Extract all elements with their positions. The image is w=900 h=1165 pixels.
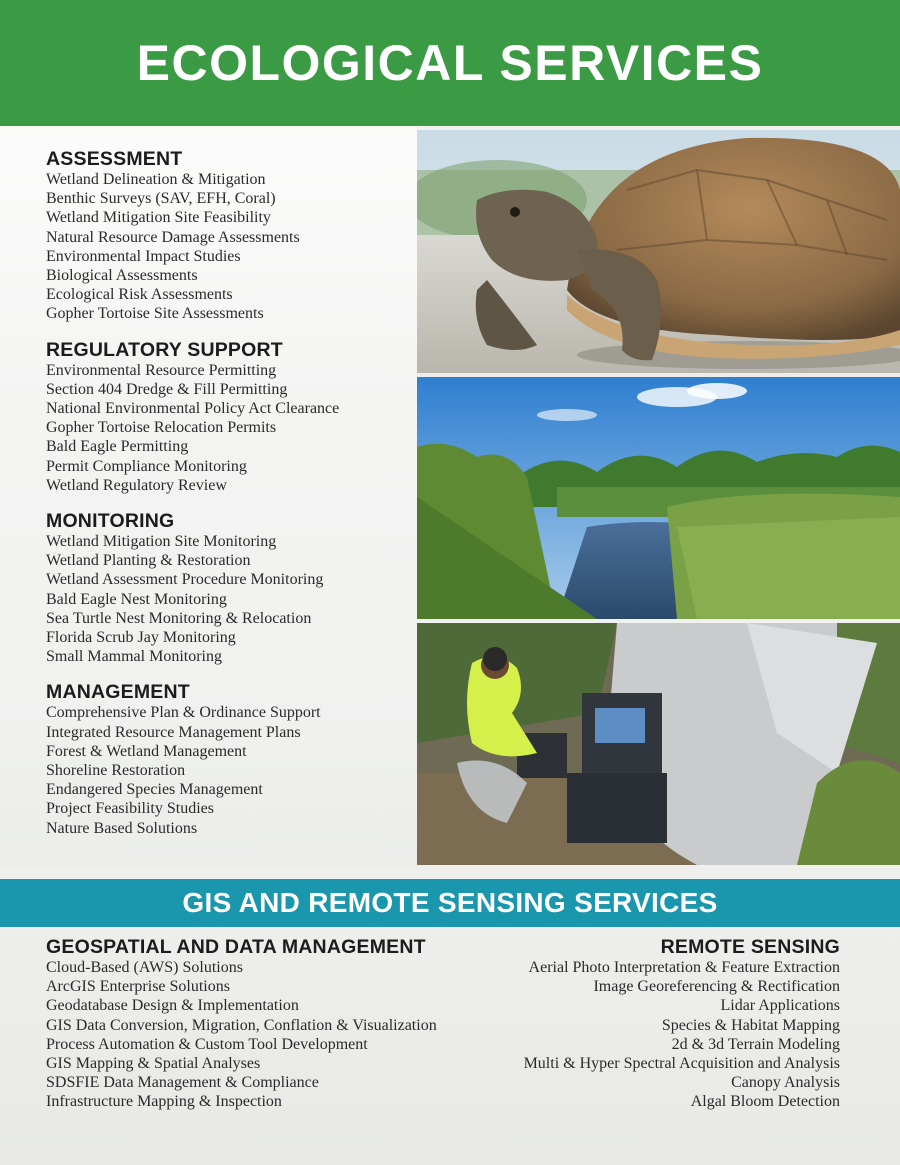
list-item: SDSFIE Data Management & Compliance	[46, 1074, 319, 1092]
section-heading: MONITORING	[46, 510, 175, 533]
list-item: Wetland Mitigation Site Feasibility	[46, 209, 271, 227]
list-item: Lidar Applications	[720, 997, 840, 1015]
list-item: Environmental Impact Studies	[46, 247, 241, 265]
top-banner	[0, 0, 900, 126]
list-item: Wetland Assessment Procedure Monitoring	[46, 571, 324, 589]
remote-sensing-section	[420, 936, 840, 1127]
list-item: Sea Turtle Nest Monitoring & Relocation	[46, 609, 312, 627]
list-item: Natural Resource Damage Assessments	[46, 228, 300, 246]
list-item: Wetland Planting & Restoration	[46, 552, 251, 570]
list-item: Florida Scrub Jay Monitoring	[46, 629, 236, 647]
list-item: Small Mammal Monitoring	[46, 648, 222, 666]
list-item: Aerial Photo Interpretation & Feature Extraction	[528, 959, 840, 976]
ecological-services-list	[0, 126, 417, 868]
list-item: Image Georeferencing & Rectification	[593, 978, 840, 996]
gis-title: GIS AND REMOTE SENSING SERVICES	[182, 887, 718, 918]
list-item: Cloud-Based (AWS) Solutions	[46, 959, 243, 976]
list-item: Bald Eagle Nest Monitoring	[46, 590, 227, 608]
list-item: Forest & Wetland Management	[46, 742, 247, 760]
list-item: Nature Based Solutions	[46, 819, 198, 837]
gopher-tortoise-photo	[417, 130, 900, 373]
list-item: GIS Data Conversion, Migration, Conflation & Visualization	[46, 1016, 437, 1034]
list-item: 2d & 3d Terrain Modeling	[671, 1035, 840, 1053]
page-title: ECOLOGICAL SERVICES	[136, 35, 764, 91]
wetland-photo	[417, 377, 900, 619]
section-regulatory-support	[46, 339, 417, 495]
section-heading: ASSESSMENT	[46, 148, 183, 170]
list-item: Process Automation & Custom Tool Development	[46, 1035, 368, 1053]
list-item: Shoreline Restoration	[46, 762, 186, 780]
item-list	[46, 170, 417, 324]
section-heading: MANAGEMENT	[46, 681, 190, 704]
list-item: Environmental Resource Permitting	[46, 361, 277, 379]
list-item: National Environmental Policy Act Clearance	[46, 400, 340, 418]
section-heading: REMOTE SENSING	[660, 936, 840, 958]
section-monitoring	[46, 510, 417, 666]
list-item: Bald Eagle Permitting	[46, 438, 189, 456]
photo-column	[417, 130, 900, 865]
list-item: Wetland Mitigation Site Monitoring	[46, 533, 277, 551]
list-item: Geodatabase Design & Implementation	[46, 997, 299, 1015]
list-item: Section 404 Dredge & Fill Permitting	[46, 380, 288, 398]
list-item: Comprehensive Plan & Ordinance Support	[46, 704, 321, 722]
list-item: ArcGIS Enterprise Solutions	[46, 978, 230, 996]
list-item: Species & Habitat Mapping	[661, 1016, 840, 1034]
list-item: Algal Bloom Detection	[690, 1093, 840, 1111]
field-equipment-photo	[417, 623, 900, 865]
list-item: Gopher Tortoise Site Assessments	[46, 305, 264, 323]
list-item: Permit Compliance Monitoring	[46, 457, 247, 475]
item-list	[46, 532, 417, 666]
gis-banner	[0, 879, 900, 927]
list-item: Integrated Resource Management Plans	[46, 723, 301, 741]
list-item: Infrastructure Mapping & Inspection	[46, 1093, 282, 1111]
list-item: Wetland Regulatory Review	[46, 476, 227, 494]
item-list	[46, 361, 417, 495]
list-item: Project Feasibility Studies	[46, 800, 214, 818]
list-item: Benthic Surveys (SAV, EFH, Coral)	[46, 190, 276, 208]
item-list	[46, 703, 417, 837]
list-item: Biological Assessments	[46, 267, 198, 285]
list-item: Wetland Delineation & Mitigation	[46, 171, 266, 188]
list-item: Endangered Species Management	[46, 781, 263, 799]
list-item: GIS Mapping & Spatial Analyses	[46, 1055, 261, 1073]
list-item: Multi & Hyper Spectral Acquisition and Analysis	[523, 1055, 840, 1073]
item-list	[420, 958, 840, 1112]
section-assessment	[46, 148, 417, 324]
section-heading: GEOSPATIAL AND DATA MANAGEMENT	[46, 936, 426, 958]
list-item: Canopy Analysis	[731, 1074, 840, 1092]
section-remote-sensing	[420, 936, 840, 1112]
list-item: Ecological Risk Assessments	[46, 286, 233, 304]
section-heading: REGULATORY SUPPORT	[46, 338, 283, 361]
section-management	[46, 681, 417, 837]
list-item: Gopher Tortoise Relocation Permits	[46, 419, 277, 437]
